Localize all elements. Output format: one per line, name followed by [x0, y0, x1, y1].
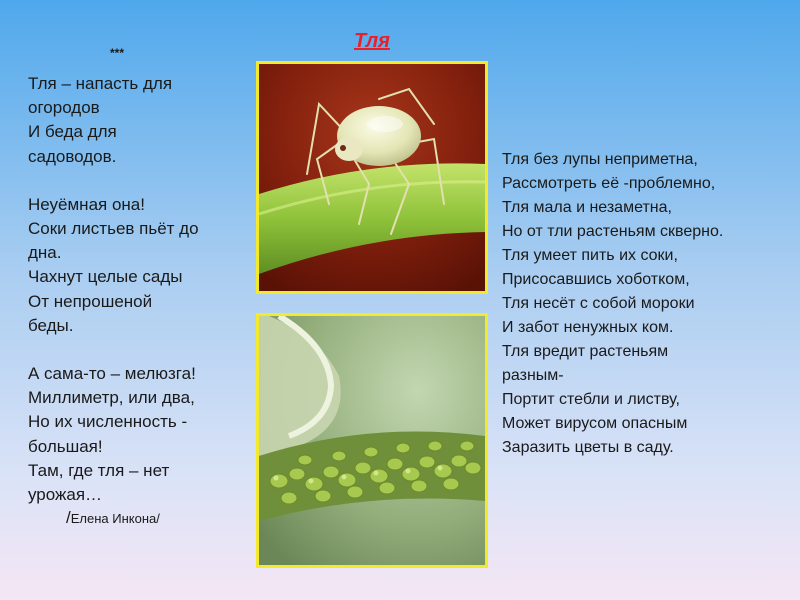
poem-line: Там, где тля – нет [28, 460, 170, 480]
slide-title: Тля [354, 30, 390, 52]
right-poem [502, 148, 792, 460]
poem-stanza [28, 72, 243, 169]
poem-line: И беда для [28, 122, 117, 142]
poem-line: беды. [28, 315, 74, 335]
poem-line: А сама-то – мелюзга! [28, 364, 196, 384]
poem-author: /Елена Инкона/ [66, 508, 160, 527]
poem-line: разным- [502, 367, 564, 384]
poem-line: Но от тли растеньям скверно. [502, 223, 724, 240]
poem-line: Неуёмная она! [28, 194, 145, 214]
poem-line: Тля умеет пить их соки, [502, 247, 678, 264]
poem-line: Миллиметр, или два, [28, 388, 195, 408]
poem-line: дна. [28, 243, 62, 263]
poem-line: Чахнут целые сады [28, 267, 183, 287]
poem-line: Но их численность - [28, 412, 188, 432]
poem-line: Тля – напасть для [28, 74, 173, 93]
author-name: Елена Инкона/ [70, 511, 160, 526]
poem-line: Соки листьев пьёт до [28, 219, 199, 239]
poem-line: От непрошеной [28, 291, 153, 311]
poem-line: Портит стебли и листву, [502, 391, 680, 408]
aphid-colony-illustration [259, 316, 485, 565]
poem-line: большая! [28, 436, 103, 456]
poem-line: Тля без лупы неприметна, [502, 151, 698, 168]
poem-stanza [28, 362, 243, 507]
poem-line: Тля несёт с собой мороки [502, 295, 695, 312]
aphid-on-stem-photo [256, 61, 488, 294]
poem-stanza [28, 193, 243, 338]
poem-line: огородов [28, 98, 100, 118]
aphid-colony-photo [256, 313, 488, 568]
aphid-on-stem-illustration [259, 64, 485, 291]
poem-line: садоводов. [28, 146, 117, 166]
poem-line: И забот ненужных ком. [502, 319, 674, 336]
poem-line: Рассмотреть её -проблемно, [502, 175, 716, 192]
poem-line: Тля вредит растеньям [502, 343, 669, 360]
poem-line: Присосавшись хоботком, [502, 271, 690, 288]
poem-line: Может вирусом опасным [502, 415, 688, 432]
poem-line: Заразить цветы в саду. [502, 439, 674, 456]
left-poem [28, 72, 243, 531]
poem-line: урожая… [28, 485, 103, 505]
poem-header: *** [110, 46, 125, 60]
poem-line: Тля мала и незаметна, [502, 199, 672, 216]
